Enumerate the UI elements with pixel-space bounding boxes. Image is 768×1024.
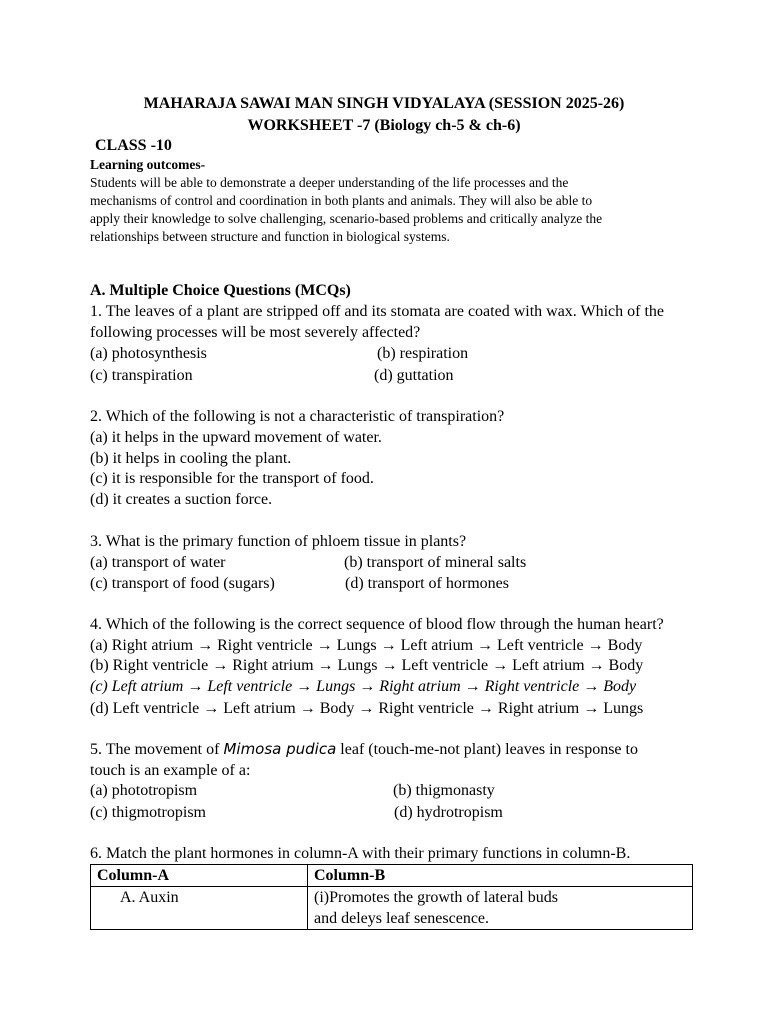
worksheet-title: WORKSHEET -7 (Biology ch-5 & ch-6) bbox=[247, 117, 521, 134]
learning-outcomes-line: apply their knowledge to solve challenging, scenario-based problems and critically analyze the bbox=[90, 211, 603, 226]
question-2-option-c: (c) it is responsible for the transport of food. bbox=[90, 470, 374, 487]
question-4-option-c: (c) Left atrium → Left ventricle → Lungs → Right atrium → Right ventricle → Body bbox=[90, 678, 637, 695]
question-3-option-c: (c) transport of food (sugars) bbox=[90, 575, 275, 592]
table-header-row bbox=[91, 865, 693, 887]
question-6-text: 6. Match the plant hormones in column-A with their primary functions in column-B. bbox=[90, 845, 631, 862]
column-b-cell-line: (i)Promotes the growth of lateral buds bbox=[314, 889, 558, 906]
column-b-cell-line: and deleys leaf senescence. bbox=[314, 910, 490, 927]
section-a-heading: A. Multiple Choice Questions (MCQs) bbox=[90, 282, 351, 299]
learning-outcomes-heading: Learning outcomes- bbox=[90, 157, 206, 172]
question-5-suffix: leaf (touch-me-not plant) leaves in response to bbox=[336, 741, 638, 758]
match-table bbox=[90, 864, 693, 930]
question-2-option-b: (b) it helps in cooling the plant. bbox=[90, 450, 292, 467]
question-1-text: 1. The leaves of a plant are stripped off and its stomata are coated with wax. Which of the bbox=[90, 303, 665, 320]
question-3-option-b: (b) transport of mineral salts bbox=[344, 554, 527, 571]
question-2-text: 2. Which of the following is not a characteristic of transpiration? bbox=[90, 408, 505, 425]
question-1-text: following processes will be most severely affected? bbox=[90, 324, 421, 341]
question-2-option-a: (a) it helps in the upward movement of water. bbox=[90, 429, 382, 446]
school-title: MAHARAJA SAWAI MAN SINGH VIDYALAYA (SESSION 2025-26) bbox=[143, 95, 625, 112]
learning-outcomes-line: relationships between structure and function in biological systems. bbox=[90, 229, 450, 244]
class-label: CLASS -10 bbox=[95, 137, 172, 154]
question-5-prefix: 5. The movement of bbox=[90, 741, 224, 758]
question-5-option-d: (d) hydrotropism bbox=[394, 804, 503, 821]
column-a-cell: A. Auxin bbox=[91, 887, 308, 930]
question-3-text: 3. What is the primary function of phloem tissue in plants? bbox=[90, 533, 467, 550]
question-4-option-d: (d) Left ventricle → Left atrium → Body → Right ventricle → Right atrium → Lungs bbox=[90, 700, 644, 717]
species-name: Mimosa pudica bbox=[223, 740, 337, 758]
question-5-text-line2: touch is an example of a: bbox=[90, 762, 251, 779]
learning-outcomes-line: mechanisms of control and coordination in both plants and animals. They will also be able to bbox=[90, 193, 593, 208]
question-4-option-a: (a) Right atrium → Right ventricle → Lungs → Left atrium → Left ventricle → Body bbox=[90, 637, 643, 654]
question-5-option-b: (b) thigmonasty bbox=[393, 782, 495, 799]
question-1-option-b: (b) respiration bbox=[377, 345, 469, 362]
question-5-option-c: (c) thigmotropism bbox=[90, 804, 206, 821]
learning-outcomes-line: Students will be able to demonstrate a deeper understanding of the life processes and the bbox=[90, 175, 569, 190]
question-5-option-a: (a) phototropism bbox=[90, 782, 198, 799]
question-3-option-d: (d) transport of hormones bbox=[345, 575, 509, 592]
question-1-option-d: (d) guttation bbox=[374, 367, 454, 384]
question-1-option-a: (a) photosynthesis bbox=[90, 345, 207, 362]
question-4-text: 4. Which of the following is the correct sequence of blood flow through the human heart? bbox=[90, 616, 664, 633]
question-1-option-c: (c) transpiration bbox=[90, 367, 193, 384]
column-a-header: Column-A bbox=[91, 865, 308, 887]
question-3-option-a: (a) transport of water bbox=[90, 554, 226, 571]
question-2-option-d: (d) it creates a suction force. bbox=[90, 491, 273, 508]
column-b-header: Column-B bbox=[308, 865, 693, 887]
question-4-option-b: (b) Right ventricle → Right atrium → Lungs → Left ventricle → Left atrium → Body bbox=[90, 657, 644, 674]
column-b-cell bbox=[308, 887, 693, 930]
table-row bbox=[91, 887, 693, 930]
question-5-text bbox=[90, 740, 638, 759]
